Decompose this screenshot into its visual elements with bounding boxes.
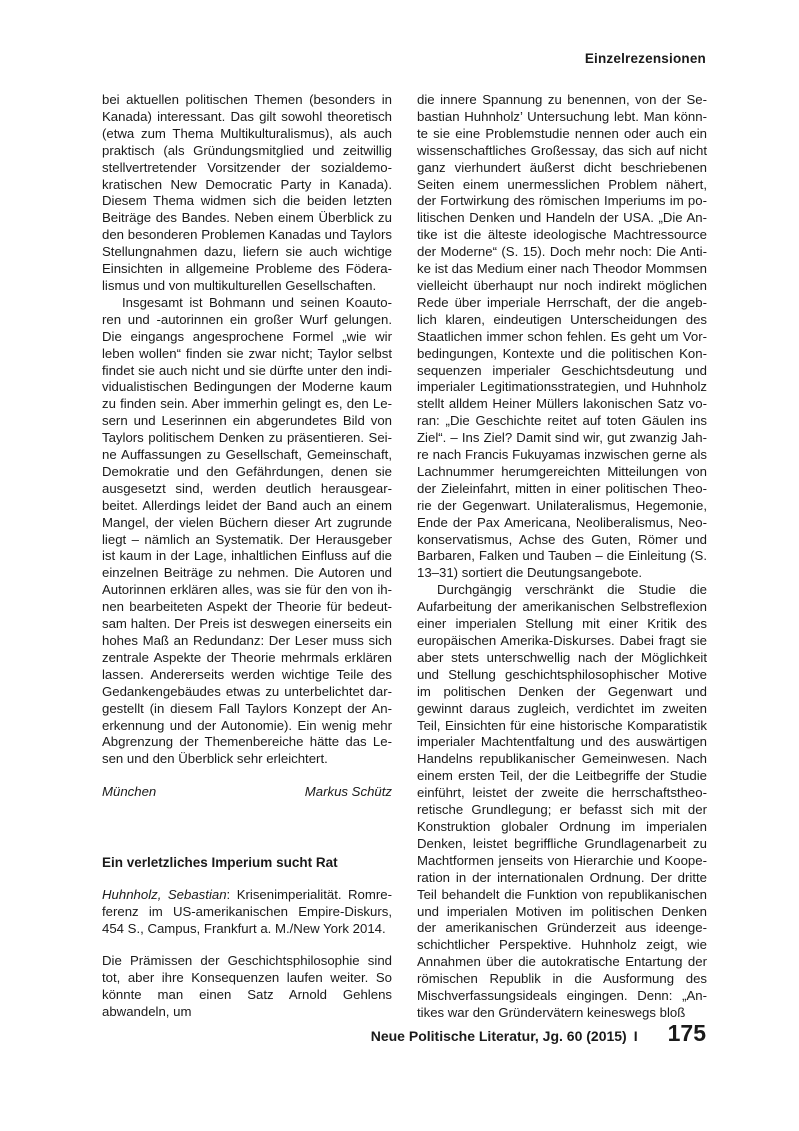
signature-city: München (102, 784, 157, 800)
biblio-details: : Krisenimperialität. Romreferenz im US-amerikanischen Empire-Diskurs, 454 S., Campus, Frankfurt a. M./New York 2014. (102, 887, 392, 936)
signature-author: Markus Schütz (304, 784, 392, 800)
paragraph: die innere Spannung zu benennen, von der Sebastian Huhnholz’ Untersuchung lebt. Man könnte sie eine Problemstudie nennen oder auch ein wissenschaftliches Großessay, das sich auf nicht ganz vierhundert äußerst dicht beschriebenen Seiten einem unermesslichen Problem nähert, der Fortwirkung des römischen Imperiums im politischen Denken und Handeln der USA. „Die Antike ist die älteste ideologische Machtressource der Moderne“ (S. 15). Doch mehr noch: Die Antike ist das Medium einer nach Theodor Mommsen vielleicht überhaupt nur noch indirekt möglichen Rede über imperiale Herrschaft, der die angeblich klaren, eindeutigen Unterscheidungen des Staatlichen immer schon fehlen. Es geht um Vorbedingungen, Kontexte und die politischen Konsequenzen imperialer Geschichtsdeutung und imperialer Legitimationsstrategien, und Huhnholz stellt alldem Heiner Müllers lakonischen Satz voran: „Die Geschichte reitet auf toten Gäulen ins Ziel“. – Ins Ziel? Damit sind wir, gut zwanzig Jahre nach Francis Fukuyamas inzwischen gerne als Lachnummer herumgereichten Mitteilungen von der Zieleinfahrt, mitten in einer politischen Theorie der Gegenwart. Unilateralismus, Hegemonie, Ende der Pax Americana, Neoliberalismus, Neokonservatismus, Achse des Guten, Römer und Barbaren, Falken und Tauben – die Einleitung (S. 13–31) sortiert die Deutungsangebote. (417, 92, 707, 581)
paragraph: Die Prämissen der Geschichtsphilosophie sind tot, aber ihre Konsequenzen laufen weiter. So könnte man einen Satz Arnold Gehlens abwandeln, um (102, 952, 392, 1019)
footer-separator: I (633, 1028, 638, 1044)
biblio-author: Huhnholz, Sebastian (102, 887, 227, 903)
bibliographic-entry (102, 887, 392, 938)
paragraph: bei aktuellen politischen Themen (besonders in Kanada) interessant. Das gilt sowohl theoretisch (etwa zum Thema Multikulturalismus), als auch praktisch (als Gründungsmitglied und zeitwillig stellvertretender Vorsitzender der sozialdemokratischen New Democratic Party in Kanada). Diesem Thema widmen sich die beiden letzten Beiträge des Bandes. Neben einem Überblick zu den besonderen Problemen Kanadas und Taylors Stellungnahmen dazu, liefern sie auch wichtige Einsichten in allgemeine Probleme des Föderalismus und von multikulturellen Gesellschaften. (102, 92, 392, 293)
paragraph: Durchgängig verschränkt die Studie die Aufarbeitung der amerikanischen Selbstreflexion einer imperialen Stellung mit einer Kritik des europäischen Amerika-Diskurses. Dabei fragt sie aber stets unterschwellig nach der Möglichkeit und Stellung geschichtsphilosophischer Motive im politischen Denken der Gegenwart und gewinnt daraus zugleich, verdichtet im zweiten Teil, Einsichten für eine historische Komparatistik imperialer Machtentfaltung und des auswärtigen Handelns republikanischer Gemeinwesen. Nach einem ersten Teil, der die Leitbegriffe der Studie einführt, leistet der zweite die herrschaftstheoretische Grundlegung; er befasst sich mit der Konstruktion globaler Ordnung im imperialen Denken, leistet begriffliche Grundlagenarbeit zu Machtformen jenseits von Hierarchie und Kooperation in der internationalen Ordnung. Der dritte Teil behandelt die Funktion von republikanischen und imperialen Motiven im politischen Denken der amerikanischen Gründerzeit aus ideengeschichtlicher Perspektive. Huhnholz zeigt, wie Annahmen über die autokratische Entartung der römischen Republik in die Ausformung des Mischverfassungsideals eingingen. Denn: „Antikes war den Gründervätern keineswegs bloß (417, 582, 707, 1020)
review-title: Ein verletzliches Imperium sucht Rat (102, 855, 338, 871)
section-header: Einzelrezensionen (584, 51, 706, 66)
page-footer (371, 1020, 706, 1047)
journal-citation: Neue Politische Literatur, Jg. 60 (2015) (370, 1028, 627, 1044)
left-column (102, 92, 392, 1020)
paragraph: Insgesamt ist Bohmann und seinen Koautoren und -autorinnen ein großer Wurf gelungen. Die eingangs angesprochene Formel „wie wir leben wollen“ finden sie zwar nicht; Taylor selbst findet sie auch nicht und sie dürfte unter den individualistischen Bedingungen der Moderne kaum zu finden sein. Aber immerhin gelingt es, den Lesern und Leserinnen ein abgerundetes Bild von Taylors politischem Denken zu präsentieren. Seine Auffassungen zu Gesellschaft, Gemeinschaft, Demokratie und den Gefährdungen, denen sie ausgesetzt sind, werden deutlich herausgearbeitet. Allerdings leidet der Band auch an einem Mangel, der vielen Büchern dieser Art zugrunde liegt – nämlich an Systematik. Der Herausgeber ist kaum in der Lage, inhaltlichen Einfluss auf die einzelnen Beiträge zu nehmen. Die Autoren und Autorinnen erklären alles, was sie für den von ihnen bearbeiteten Aspekt der Theorie für bedeutsam halten. Der Preis ist deswegen einerseits ein hohes Maß an Redundanz: Der Leser muss sich zentrale Aspekte der Theorie mehrmals erklären lassen. Andererseits werden wichtige Teile des Gedankengebäudes etwas zu unterbelichtet dargestellt (in diesem Fall Taylors Konzept der Anerkennung und der Autonomie). Ein wenig mehr Abgrenzung der Themenbereiche hätte das Lesen und den Überblick sehr erleichtert. (102, 294, 392, 767)
page-number: 175 (667, 1020, 706, 1046)
right-column (417, 92, 707, 1022)
review-signature (102, 784, 392, 801)
